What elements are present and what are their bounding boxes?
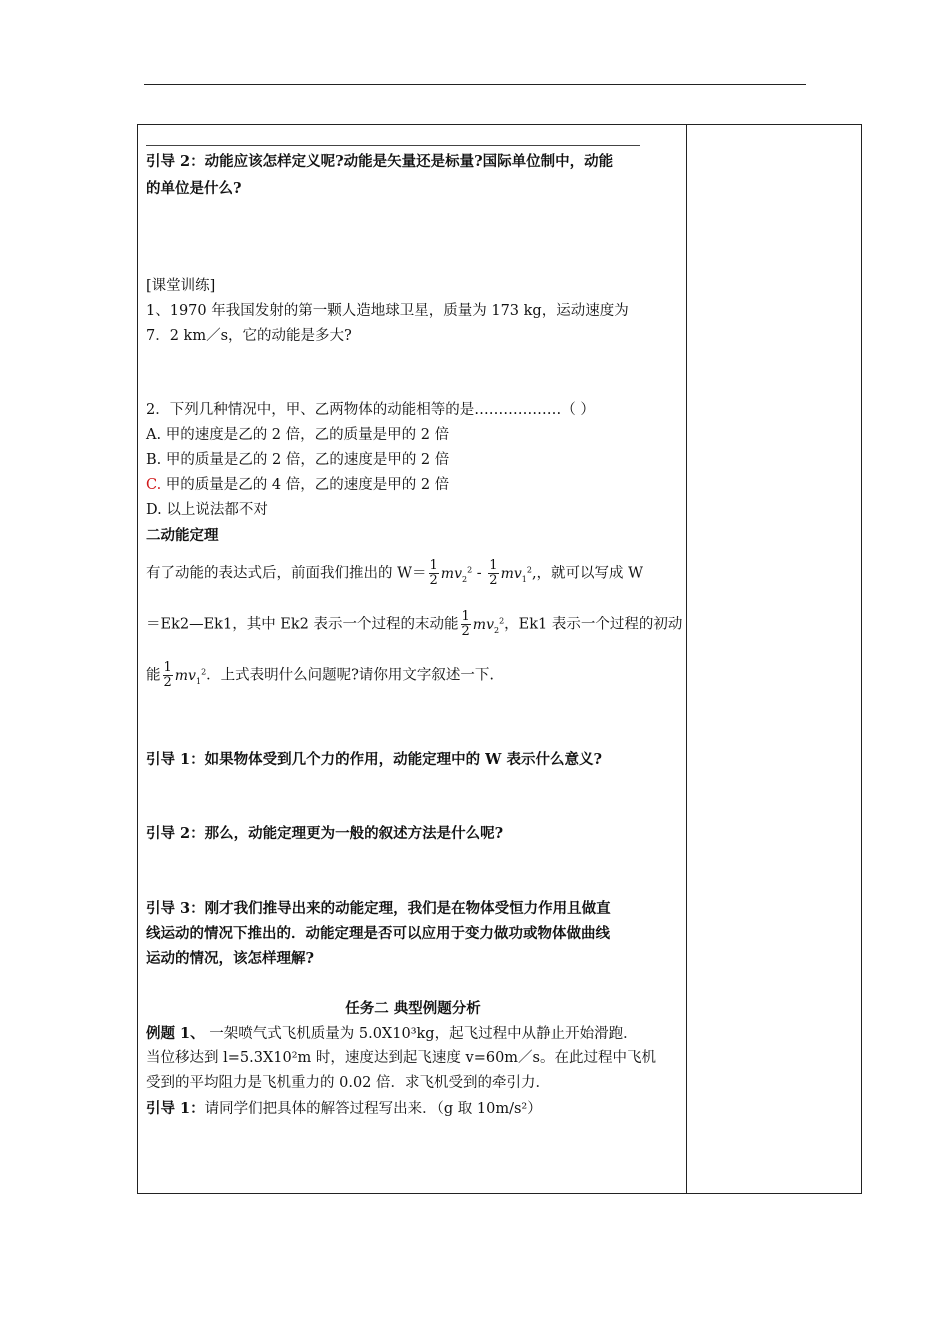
theorem-guide3-line3: 运动的情况，该怎样理解? xyxy=(146,950,314,967)
guide-text: 请同学们把具体的解答过程写出来．（g 取 10m/s²） xyxy=(204,1101,542,1117)
text-fragment: 能 xyxy=(146,667,161,684)
formula-mv1-squared: $mv_1^2$ xyxy=(174,667,207,686)
option-letter: D. xyxy=(146,502,162,518)
guide2-question-line1: 引导 2：动能应该怎样定义呢?动能是矢量还是标量?国际单位制中，动能 xyxy=(146,153,614,170)
theorem-guide1: 引导 1：如果物体受到几个力的作用，动能定理中的 W 表示什么意义? xyxy=(146,751,603,768)
guide-label: 引导 1： xyxy=(146,1100,205,1117)
theorem-guide3-line1: 引导 3：刚才我们推导出来的动能定理，我们是在物体受恒力作用且做直 xyxy=(146,900,611,917)
option-text: 甲的质量是乙的 2 倍，乙的速度是甲的 2 倍 xyxy=(165,452,450,468)
column-divider xyxy=(686,124,687,1194)
example1-line1 xyxy=(146,1021,680,1047)
theorem-paragraph-line2 xyxy=(146,604,683,647)
text-fragment: ,，就可以写成 W xyxy=(531,565,644,582)
text-fragment: 有了动能的表达式后，前面我们推出的 W＝ xyxy=(146,565,427,582)
header-rule xyxy=(144,84,806,85)
example-label: 例题 1、 xyxy=(146,1025,205,1042)
fill-in-line xyxy=(146,145,640,146)
theorem-guide2: 引导 2：那么，动能定理更为一般的叙述方法是什么呢? xyxy=(146,825,504,842)
text-fragment: - xyxy=(472,565,487,582)
section-heading-theorem: 二动能定理 xyxy=(146,527,219,544)
option-b xyxy=(146,448,680,473)
question1-line1: 1、1970 年我国发射的第一颗人造地球卫星，质量为 173 kg，运动速度为 xyxy=(146,303,629,319)
question2-stem: 2．下列几种情况中，甲、乙两物体的动能相等的是………………（ ） xyxy=(146,402,595,418)
option-c xyxy=(146,473,680,498)
option-text: 甲的速度是乙的 2 倍，乙的质量是甲的 2 倍 xyxy=(165,427,450,443)
option-letter-highlighted: C. xyxy=(146,477,162,493)
option-letter: A. xyxy=(146,427,162,443)
example1-line2: 当位移达到 l=5.3X10²m 时，速度达到起飞速度 v=60m／s。在此过程中飞机 xyxy=(146,1050,656,1066)
option-text: 以上说法都不对 xyxy=(166,502,268,518)
example1-line3: 受到的平均阻力是飞机重力的 0.02 倍．求飞机受到的牵引力． xyxy=(146,1075,551,1091)
formula-mv2-squared: $mv_2^2$ xyxy=(472,616,505,635)
option-d xyxy=(146,498,680,523)
example-text: 一架喷气式飞机质量为 5.0X10³kg，起飞过程中从静止开始滑跑． xyxy=(204,1026,638,1042)
fraction-one-half: $\frac{1}{2}$ xyxy=(163,660,172,691)
text-fragment: ，Ek1 表示一个过程的初动 xyxy=(504,616,683,633)
theorem-paragraph-line3 xyxy=(146,655,680,698)
training-heading: [课堂训练] xyxy=(146,278,216,294)
text-fragment: ＝Ek2—Ek1，其中 Ek2 表示一个过程的末动能 xyxy=(146,616,459,633)
task2-title: 任务二 典型例题分析 xyxy=(345,1000,481,1017)
fraction-one-half: $\frac{1}{2}$ xyxy=(489,558,498,589)
formula-mv2-squared: $mv_2^2$ xyxy=(440,565,473,584)
option-letter: B. xyxy=(146,452,162,468)
formula-mv1-squared: $mv_1^2$ xyxy=(500,565,532,584)
fraction-one-half: $\frac{1}{2}$ xyxy=(429,558,438,589)
example1-guide1 xyxy=(146,1096,680,1122)
option-a xyxy=(146,423,680,448)
question1-line2: 7．2 km／s，它的动能是多大? xyxy=(146,328,352,344)
theorem-guide3-line2: 线运动的情况下推出的．动能定理是否可以应用于变力做功或物体做曲线 xyxy=(146,925,610,942)
theorem-paragraph-line1 xyxy=(146,553,680,596)
guide2-question-line2: 的单位是什么? xyxy=(146,180,242,197)
option-text: 甲的质量是乙的 4 倍，乙的速度是甲的 2 倍 xyxy=(165,477,450,493)
fraction-one-half: $\frac{1}{2}$ xyxy=(461,609,470,640)
text-fragment: ．上式表明什么问题呢?请你用文字叙述一下. xyxy=(206,667,495,684)
